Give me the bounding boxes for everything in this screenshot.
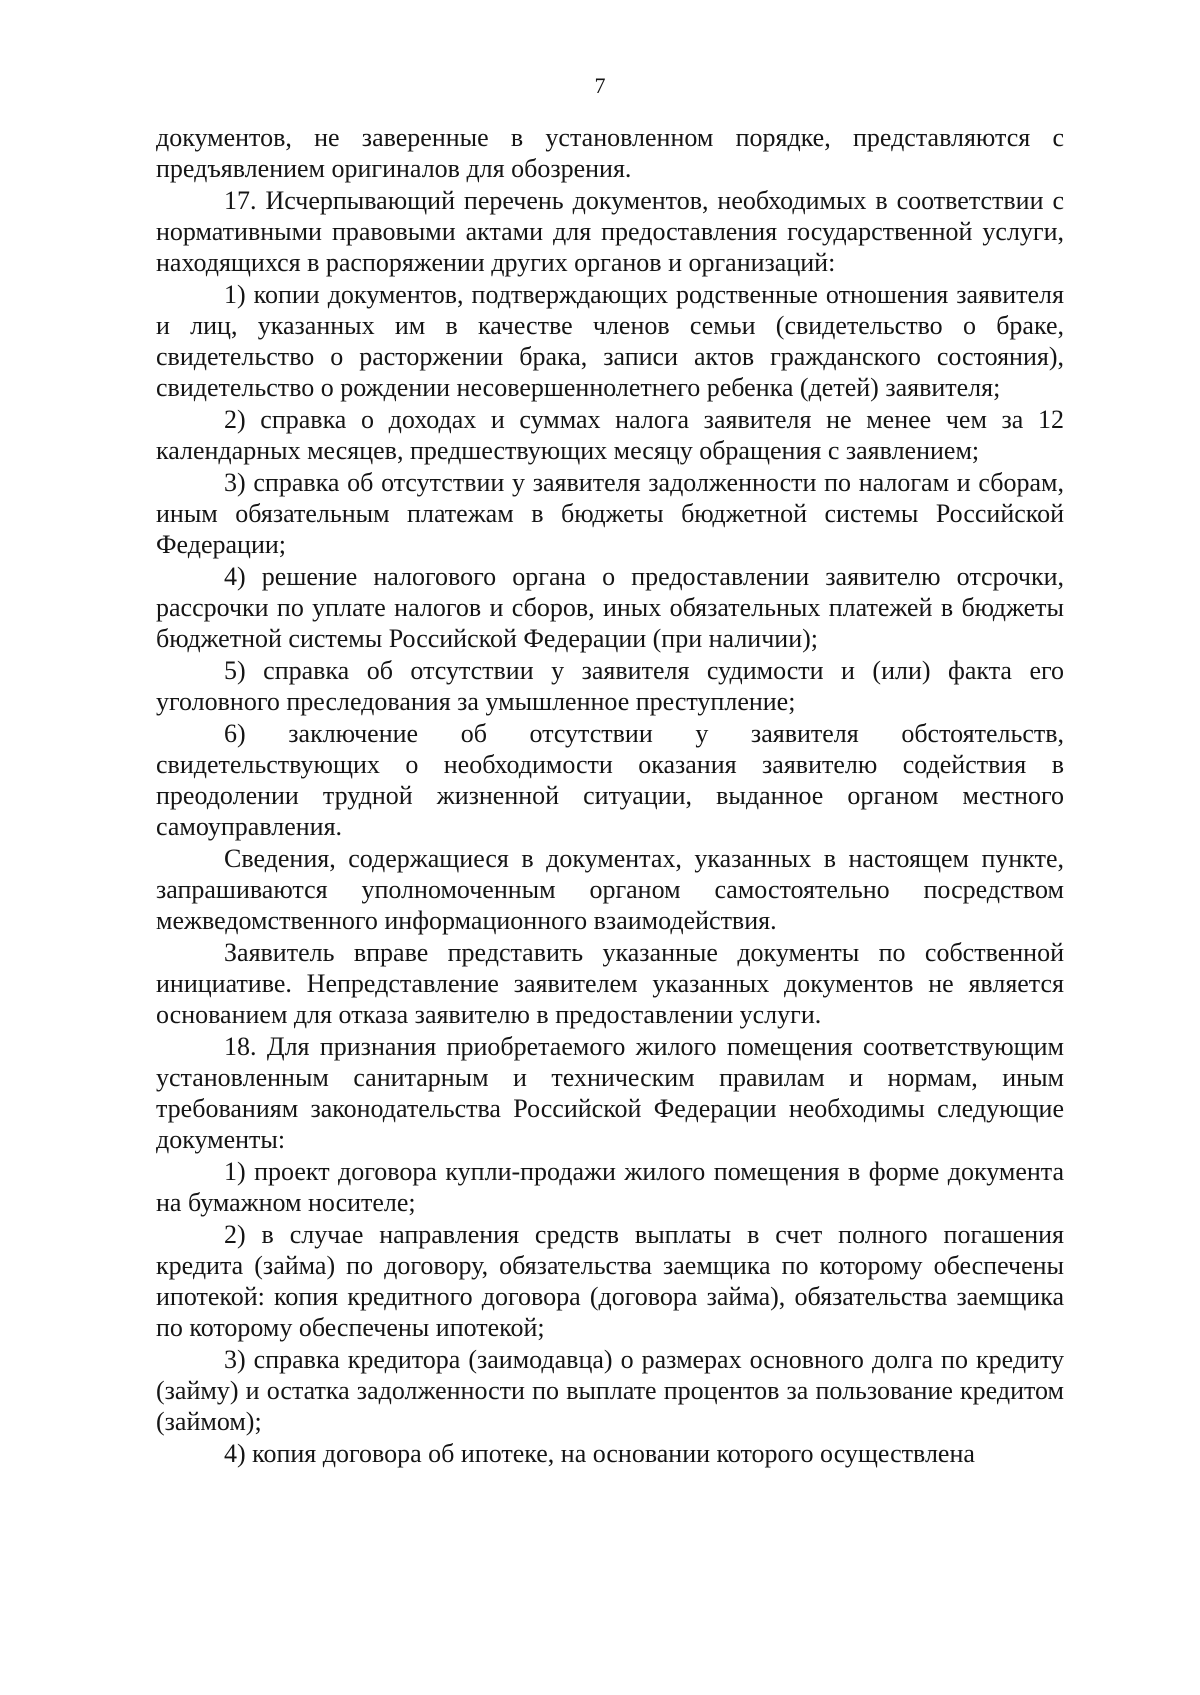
list-item-17-5: 5) справка об отсутствии у заявителя судимости и (или) факта его уголовного преследования за умышленное преступление; bbox=[156, 656, 1064, 716]
list-item-18-2: 2) в случае направления средств выплаты в счет полного погашения кредита (займа) по договору, обязательства заемщика по которому обеспечены ипотекой: копия кредитного договора (договора займа), обязательства заемщика по которому обеспечены ипотекой; bbox=[156, 1220, 1064, 1342]
paragraph-continuation: документов, не заверенные в установленном порядке, представляются с предъявлением оригиналов для обозрения. bbox=[156, 123, 1064, 183]
list-item-17-2: 2) справка о доходах и суммах налога заявителя не менее чем за 12 календарных месяцев, предшествующих месяцу обращения с заявлением; bbox=[156, 405, 1064, 465]
paragraph-item-17: 17. Исчерпывающий перечень документов, необходимых в соответствии с нормативными правовыми актами для предоставления государственной услуги, находящихся в распоряжении других органов и организаций: bbox=[156, 186, 1064, 277]
document-body bbox=[156, 122, 1064, 1470]
page-number: 7 bbox=[594, 73, 606, 98]
list-item-18-1: 1) проект договора купли-продажи жилого помещения в форме документа на бумажном носителе; bbox=[156, 1157, 1064, 1217]
paragraph-item-18: 18. Для признания приобретаемого жилого помещения соответствующим установленным санитарным и техническим правилам и нормам, иным требованиям законодательства Российской Федерации необходимы следующие документы: bbox=[156, 1032, 1064, 1154]
list-item-17-3: 3) справка об отсутствии у заявителя задолженности по налогам и сборам, иным обязательным платежам в бюджеты бюджетной системы Российской Федерации; bbox=[156, 468, 1064, 559]
paragraph-applicant-right: Заявитель вправе представить указанные документы по собственной инициативе. Непредставление заявителем указанных документов не является основанием для отказа заявителю в предоставлении услуги. bbox=[156, 938, 1064, 1029]
list-item-17-4: 4) решение налогового органа о предоставлении заявителю отсрочки, рассрочки по уплате налогов и сборов, иных обязательных платежей в бюджеты бюджетной системы Российской Федерации (при наличии); bbox=[156, 562, 1064, 653]
list-item-17-1: 1) копии документов, подтверждающих родственные отношения заявителя и лиц, указанных им в качестве членов семьи (свидетельство о браке, свидетельство о расторжении брака, записи актов гражданского состояния), свидетельство о рождении несовершеннолетнего ребенка (детей) заявителя; bbox=[156, 280, 1064, 402]
paragraph-info-request: Сведения, содержащиеся в документах, указанных в настоящем пункте, запрашиваются уполномоченным органом самостоятельно посредством межведомственного информационного взаимодействия. bbox=[156, 844, 1064, 935]
list-item-18-4: 4) копия договора об ипотеке, на основании которого осуществлена bbox=[224, 1439, 975, 1468]
list-item-18-3: 3) справка кредитора (заимодавца) о размерах основного долга по кредиту (займу) и остатка задолженности по выплате процентов за пользование кредитом (займом); bbox=[156, 1345, 1064, 1436]
list-item-17-6: 6) заключение об отсутствии у заявителя обстоятельств, свидетельствующих о необходимости оказания заявителю содействия в преодолении трудной жизненной ситуации, выданное органом местного самоуправления. bbox=[156, 719, 1064, 841]
